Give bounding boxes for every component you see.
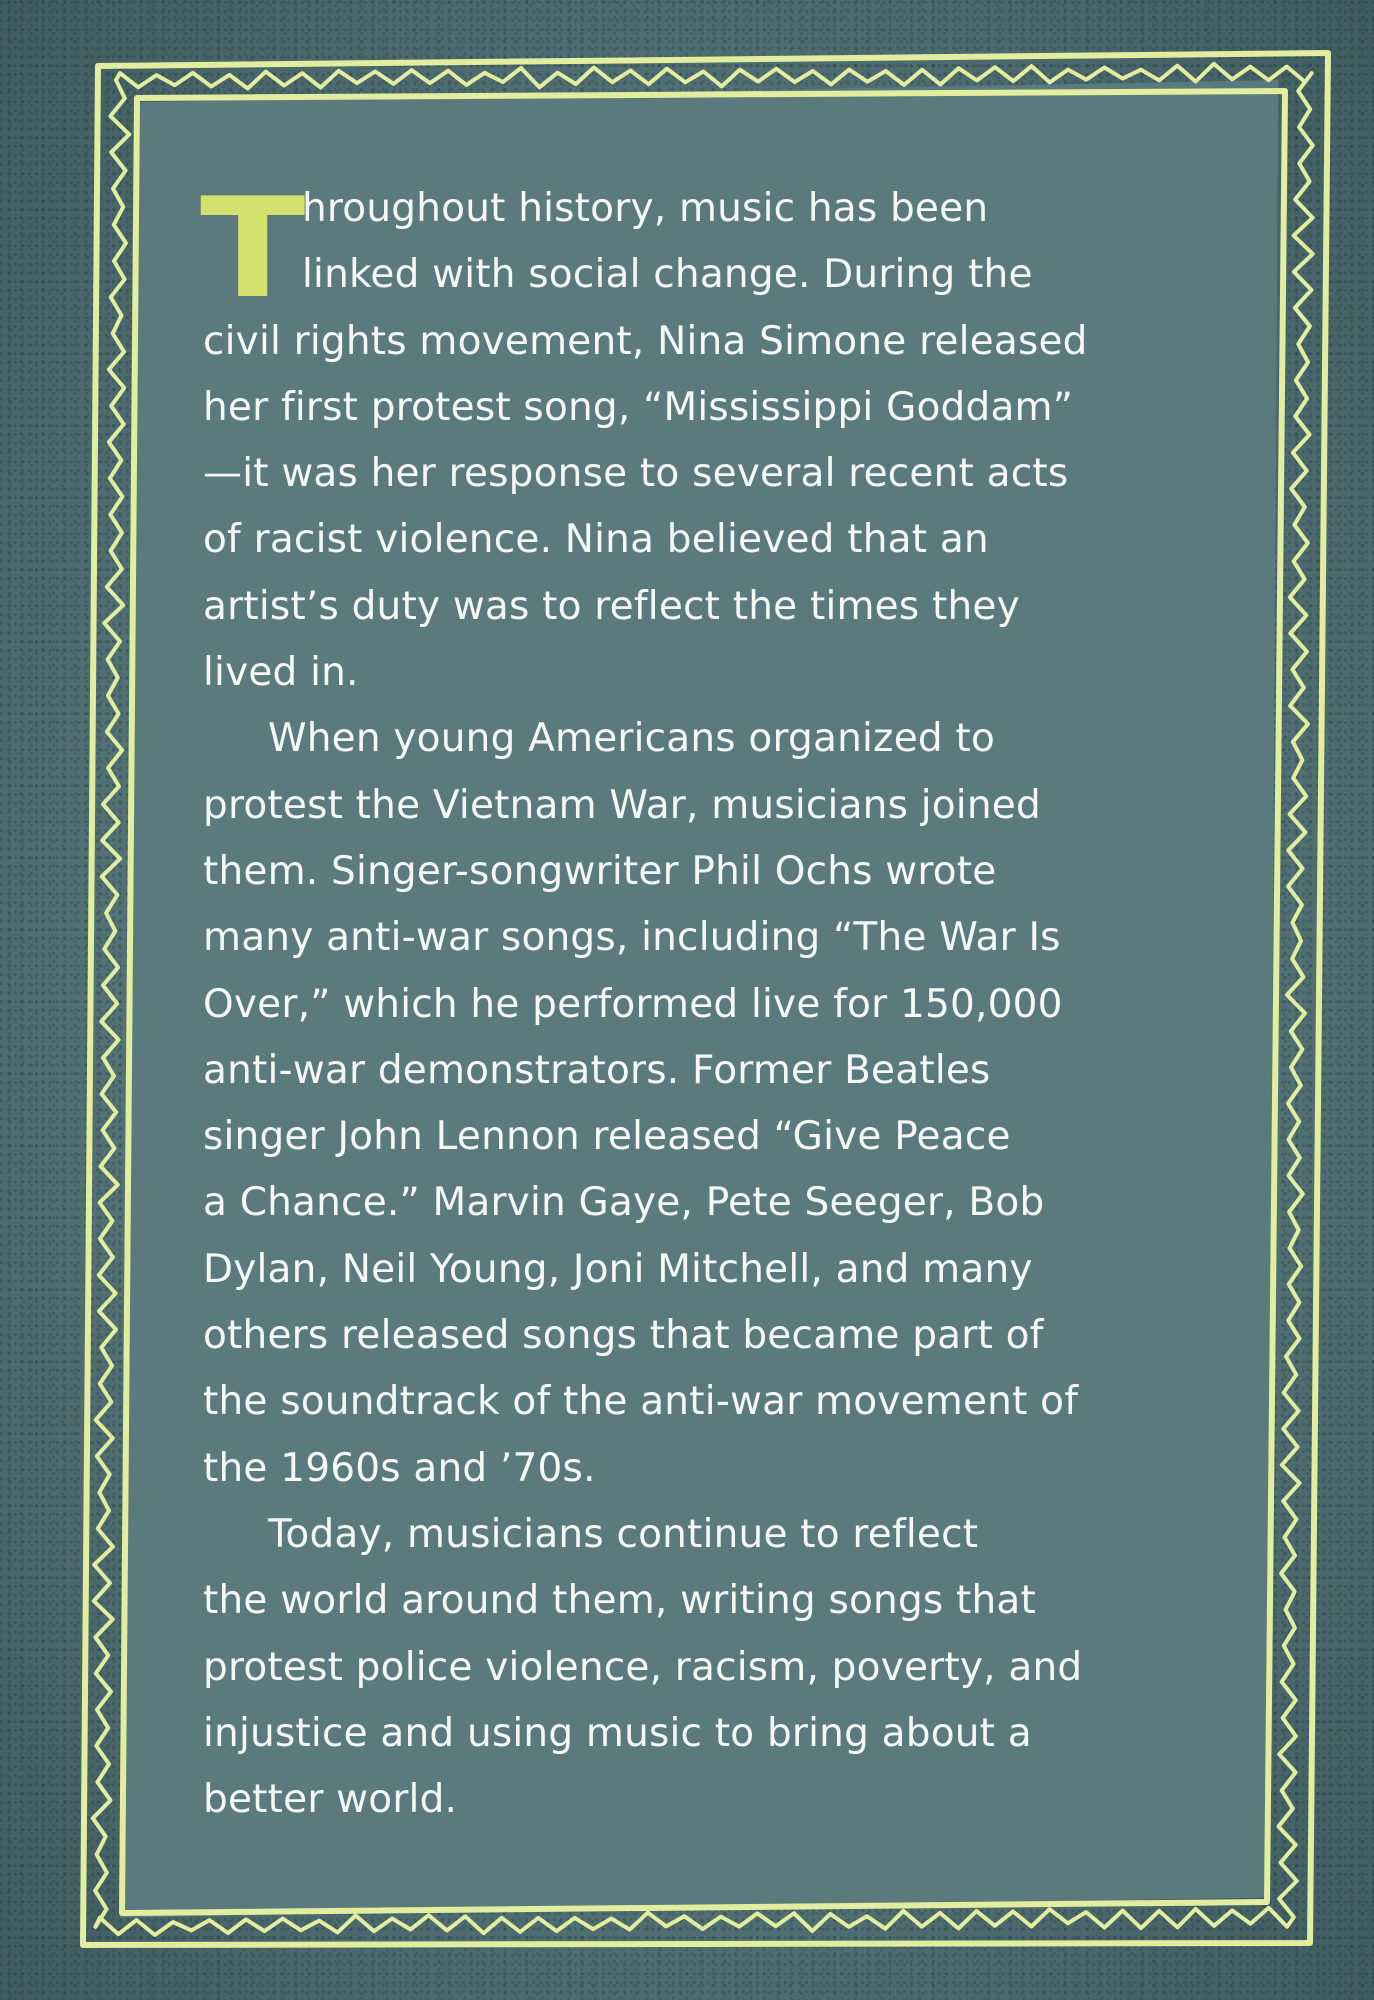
text-line: a Chance.” Marvin Gaye, Pete Seeger, Bob: [203, 1180, 1045, 1226]
text-line: of racist violence. Nina believed that an: [203, 517, 989, 563]
text-line: lived in.: [203, 650, 359, 696]
text-line: injustice and using music to bring about a: [203, 1710, 1032, 1756]
text-line: linked with social change. During the: [302, 252, 1033, 298]
article-body: [203, 176, 1263, 1833]
paragraph-1: [203, 176, 1263, 706]
text-line: Dylan, Neil Young, Joni Mitchell, and many: [203, 1246, 1033, 1292]
text-line: —it was her response to several recent acts: [203, 451, 1069, 497]
text-line: the soundtrack of the anti-war movement of: [203, 1379, 1079, 1425]
text-line: them. Singer-songwriter Phil Ochs wrote: [203, 848, 997, 894]
text-line: hroughout history, music has been: [302, 186, 989, 231]
text-line: civil rights movement, Nina Simone released: [203, 318, 1088, 364]
text-line: her first protest song, “Mississippi Goddam”: [203, 384, 1074, 430]
drop-cap: T: [200, 168, 306, 329]
text-line: anti-war demonstrators. Former Beatles: [203, 1047, 991, 1093]
text-line: When young Americans organized to: [268, 716, 996, 762]
paragraph-2: [203, 706, 1263, 1502]
text-line: artist’s duty was to reflect the times they: [203, 583, 1020, 629]
text-line: Over,” which he performed live for 150,000: [203, 981, 1063, 1027]
text-line: others released songs that became part of: [203, 1313, 1044, 1359]
text-line: singer John Lennon released “Give Peace: [203, 1114, 1011, 1160]
paragraph-3: [203, 1502, 1263, 1833]
text-line: the 1960s and ’70s.: [203, 1445, 596, 1491]
text-line: protest the Vietnam War, musicians joined: [203, 782, 1041, 828]
text-line: many anti-war songs, including “The War Is: [203, 915, 1061, 961]
text-line: protest police violence, racism, poverty, and: [203, 1644, 1083, 1690]
text-line: better world.: [203, 1777, 458, 1823]
text-line: the world around them, writing songs that: [203, 1578, 1037, 1624]
text-line: Today, musicians continue to reflect: [268, 1511, 979, 1557]
